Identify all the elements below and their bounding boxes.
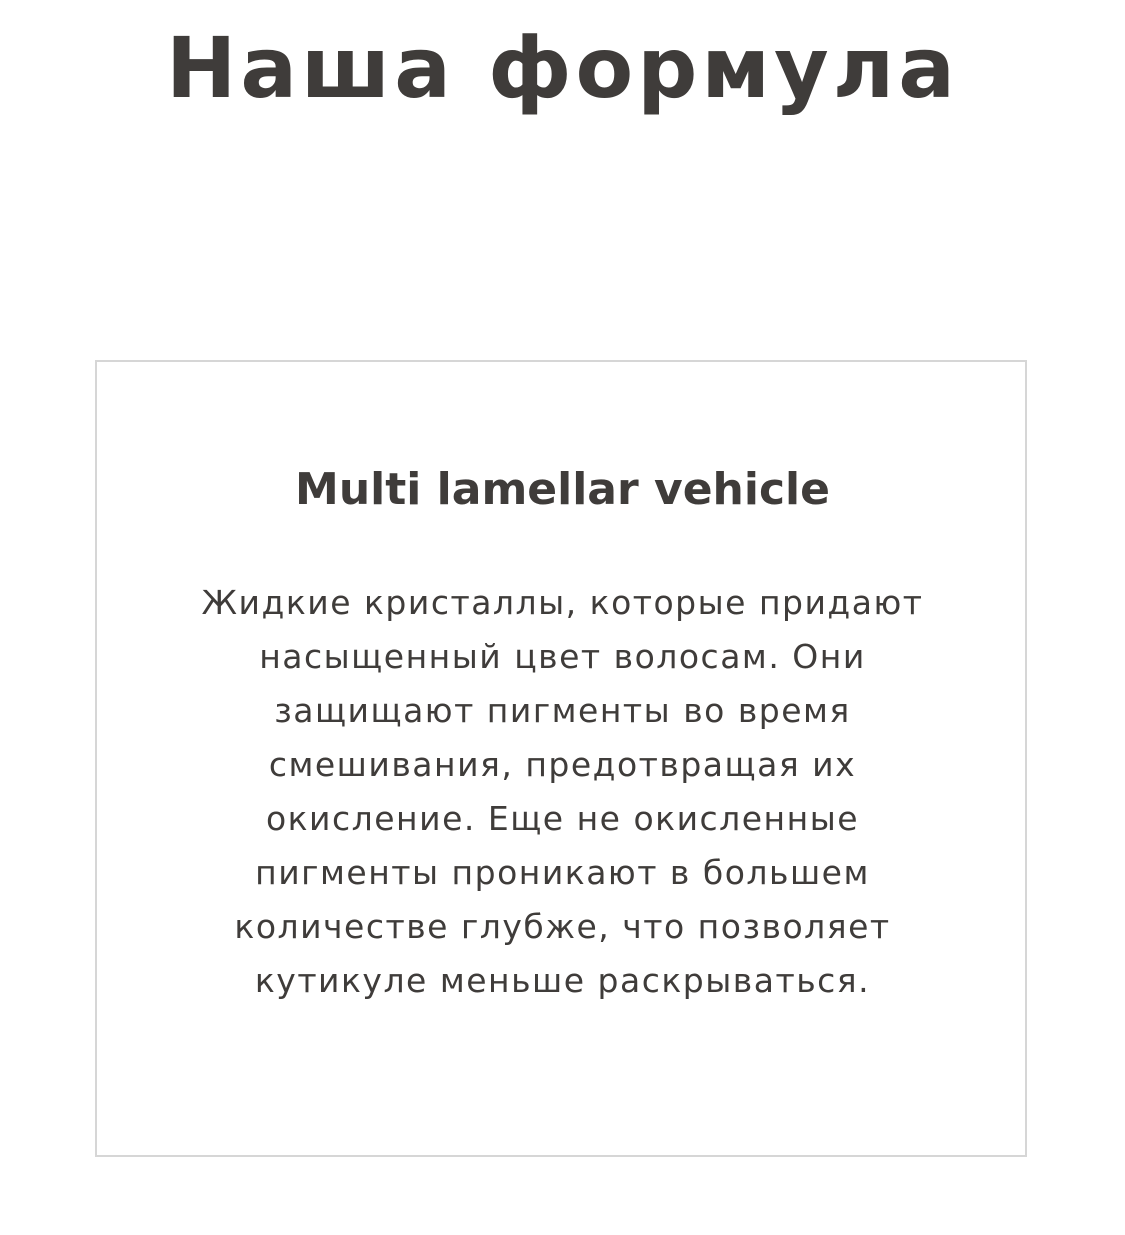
card-description-line: кутикуле меньше раскрываться. bbox=[254, 961, 871, 1000]
card-description-line: Жидкие кристаллы, которые придают bbox=[201, 583, 924, 622]
card-description-line: насыщенный цвет волосам. Они bbox=[259, 637, 866, 676]
card-description-line: количестве глубже, что позволяет bbox=[234, 907, 891, 946]
page-title: Наша формула bbox=[166, 19, 959, 117]
card-description bbox=[140, 576, 985, 1008]
card-description-line: защищают пигменты во время bbox=[274, 691, 851, 730]
card-title: Multi lamellar vehicle bbox=[295, 464, 830, 515]
card-description-line: пигменты проникают в большем bbox=[255, 853, 870, 892]
card-description-line: окисление. Еще не окисленные bbox=[265, 799, 860, 838]
card-description-line: смешивания, предотвращая их bbox=[268, 745, 857, 784]
